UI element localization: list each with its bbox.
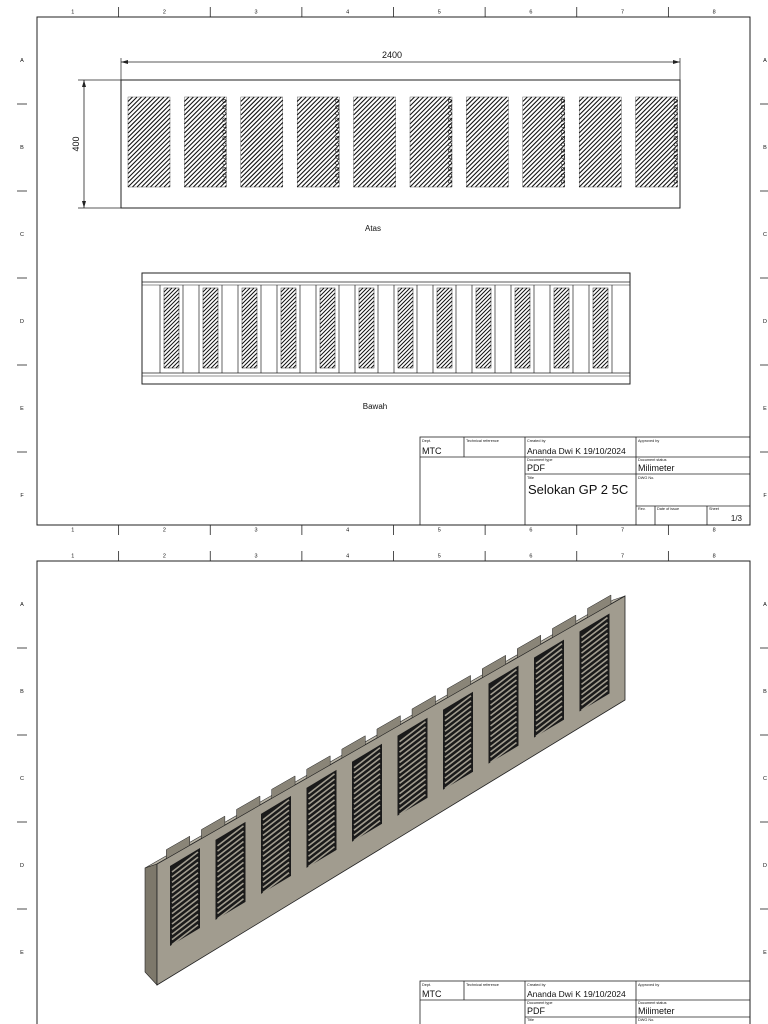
dept-label: Dept. (422, 439, 432, 443)
created-by-label: Created by (527, 439, 546, 443)
doc-type-value: PDF (527, 463, 545, 473)
zone-row-label: C (20, 231, 24, 238)
title-block-2 (420, 981, 750, 1024)
zone-column-label: 1 (71, 9, 75, 16)
zone-row-label: F (20, 492, 24, 499)
zone-row-label: E (763, 949, 767, 956)
dwg-no-label-2: DWG No. (638, 1018, 655, 1022)
zone-row-label: D (763, 318, 767, 325)
doc-type-label-2: Document type (527, 1001, 553, 1005)
dimension-width (121, 50, 680, 80)
zone-column-label: 3 (254, 9, 258, 16)
zone-row-label: A (763, 57, 767, 64)
dept-value-2: MTC (422, 989, 442, 999)
doc-status-value-2: Milimeter (638, 1006, 675, 1016)
zone-row-label: A (20, 601, 24, 608)
zone-column-label: 2 (162, 527, 166, 534)
zone-column-label: 7 (621, 9, 625, 16)
zone-column-label: 3 (254, 527, 258, 534)
doc-status-value: Milimeter (638, 463, 675, 473)
bottom-view-label: Bawah (362, 402, 388, 411)
title-value: Selokan GP 2 5C (528, 482, 629, 497)
doc-status-label-2: Document status (638, 1001, 667, 1005)
zone-row-label: A (20, 57, 24, 64)
zone-column-label: 5 (437, 9, 441, 16)
zone-column-label: 4 (346, 527, 350, 534)
dimension-height (71, 80, 121, 208)
top-view-label: Atas (364, 224, 382, 233)
zone-row-label: D (20, 318, 24, 325)
sheet-1 (17, 7, 768, 535)
zone-row-label: F (763, 492, 767, 499)
zone-column-label: 5 (437, 527, 441, 534)
zone-row-label: B (20, 144, 24, 151)
zone-column-label: 6 (529, 553, 533, 560)
zone-row-label: A (763, 601, 767, 608)
zone-row-label: B (20, 688, 24, 695)
zone-column-label: 3 (254, 553, 258, 560)
title-block-1-text (422, 439, 743, 523)
zone-column-label: 2 (162, 553, 166, 560)
sheet-2 (17, 551, 768, 1024)
rev-label: Rev. (638, 507, 646, 511)
dimension-height-label: 400 (71, 136, 81, 152)
title-label-2: Title (527, 1018, 535, 1022)
zone-column-label: 7 (621, 527, 625, 534)
created-by-value-2: Ananda Dwi K 19/10/2024 (527, 989, 626, 999)
approved-by-label-2: Approved by (638, 983, 660, 987)
title-block-2-text (422, 983, 675, 1022)
approved-by-label: Approved by (638, 439, 660, 443)
dept-value: MTC (422, 446, 442, 456)
zone-column-label: 4 (346, 9, 350, 16)
tech-ref-label: Technical reference (466, 439, 499, 443)
top-view (71, 50, 680, 233)
zone-row-label: C (763, 775, 767, 782)
zone-column-label: 1 (71, 553, 75, 560)
zone-row-label: C (763, 231, 767, 238)
zone-column-label: 5 (437, 553, 441, 560)
isometric-view (145, 595, 625, 985)
tech-ref-label-2: Technical reference (466, 983, 499, 987)
zone-column-label: 2 (162, 9, 166, 16)
title-label: Title (527, 476, 535, 480)
iso-side-face (145, 864, 157, 985)
zone-column-label: 8 (712, 527, 716, 534)
dimension-width-label: 2400 (381, 50, 403, 60)
zone-column-label: 1 (71, 527, 75, 534)
date-of-issue-label: Date of issue (657, 507, 680, 511)
sheet-label: Sheet (709, 507, 719, 511)
zone-row-label: C (20, 775, 24, 782)
sheet-number: 1/3 (730, 514, 742, 523)
zone-column-label: 6 (529, 527, 533, 534)
dept-label-2: Dept. (422, 983, 432, 987)
zone-column-label: 4 (346, 553, 350, 560)
created-by-value: Ananda Dwi K 19/10/2024 (527, 446, 626, 456)
zone-column-label: 7 (621, 553, 625, 560)
zone-row-label: B (763, 688, 767, 695)
zone-row-label: B (763, 144, 767, 151)
zone-column-label: 8 (712, 9, 716, 16)
zone-row-label: E (20, 949, 24, 956)
bottom-view (142, 273, 630, 411)
zone-row-label: D (20, 862, 24, 869)
zone-row-label: E (20, 405, 24, 412)
zone-row-label: D (763, 862, 767, 869)
zone-column-label: 6 (529, 9, 533, 16)
zone-row-label: E (763, 405, 767, 412)
doc-status-label: Document status (638, 458, 667, 462)
created-by-label-2: Created by (527, 983, 546, 987)
zone-column-label: 8 (712, 553, 716, 560)
doc-type-value-2: PDF (527, 1006, 545, 1016)
dwg-no-label: DWG No. (638, 476, 655, 480)
doc-type-label: Document type (527, 458, 553, 462)
